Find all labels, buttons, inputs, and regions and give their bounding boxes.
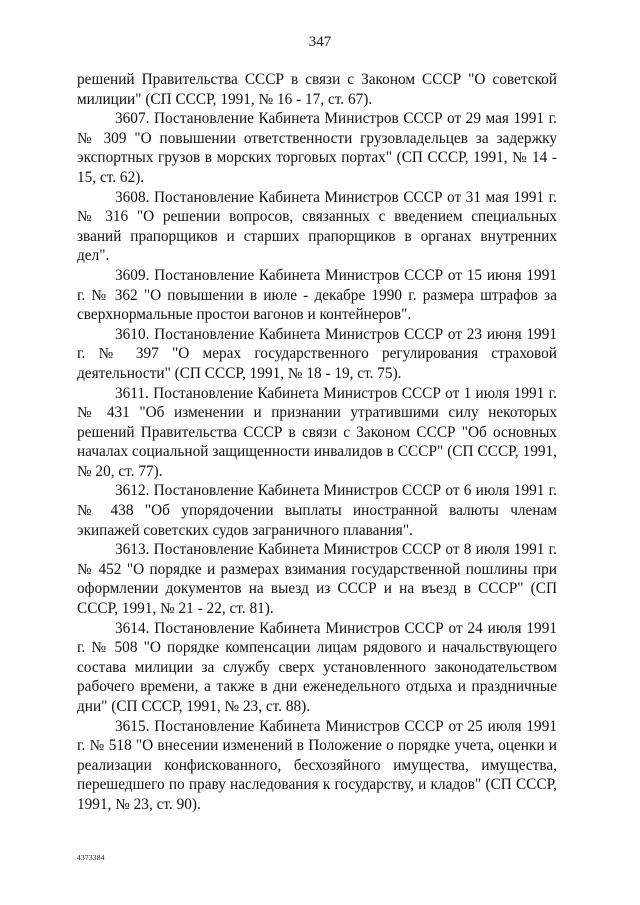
paragraph-entry-3612: 3612. Постановление Кабинета Министров СССР от 6 июля 1991 г. № 438 "Об упорядочении выплаты иностранной валюты членам экипажей советских судов заграничного плавания".	[77, 482, 557, 539]
document-body	[77, 70, 557, 815]
page-number: 347	[308, 34, 332, 50]
paragraph-entry-3613: 3613. Постановление Кабинета Министров СССР от 8 июля 1991 г. № 452 "О порядке и размерах взимания государственной пошлины при оформлении документов на выезд из СССР и на въезд в СССР" (СП СССР, 1991, № 21 - 22, ст. 81).	[77, 541, 557, 618]
paragraph-entry-3608: 3608. Постановление Кабинета Министров СССР от 31 мая 1991 г. № 316 "О решении вопросов, связанных с введением специальных званий прапорщиков и старших прапорщиков в органах внутренних дел".	[77, 188, 557, 265]
document-id: 4373384	[77, 853, 105, 862]
paragraph-entry-3609: 3609. Постановление Кабинета Министров СССР от 15 июня 1991 г. № 362 "О повышении в июле - декабре 1990 г. размера штрафов за сверхнормальные простои вагонов и контейнеров".	[77, 266, 557, 324]
paragraph-entry-3610: 3610. Постановление Кабинета Министров СССР от 23 июня 1991 г. № 397 "О мерах государственного регулирования страховой деятельности" (СП СССР, 1991, № 18 - 19, ст. 75).	[77, 325, 557, 382]
paragraph-continuation: решений Правительства СССР в связи с Законом СССР "О советской милиции" (СП СССР, 1991, № 16 - 17, ст. 67).	[77, 71, 557, 108]
paragraph-entry-3607: 3607. Постановление Кабинета Министров СССР от 29 мая 1991 г. № 309 "О повышении ответственности грузовладельцев за задержку экспортных грузов в морских торговых портах" (СП СССР, 1991, № 14 - 15, ст. 62).	[77, 110, 557, 186]
paragraph-entry-3615: 3615. Постановление Кабинета Министров СССР от 25 июля 1991 г. № 518 "О внесении изменений в Положение о порядке учета, оценки и реализации конфискованного, бесхозяйного имущества, имущества, перешедшего по праву наследования к государству, и кладов" (СП СССР, 1991, № 23, ст. 90).	[77, 717, 557, 813]
paragraph-entry-3611: 3611. Постановление Кабинета Министров СССР от 1 июля 1991 г. № 431 "Об изменении и признании утратившими силу некоторых решений Правительства СССР в связи с Законом СССР "Об основных началах социальной защищенности инвалидов в СССР" (СП СССР, 1991, № 20, ст. 77).	[77, 384, 557, 480]
paragraph-entry-3614: 3614. Постановление Кабинета Министров СССР от 24 июля 1991 г. № 508 "О порядке компенсации лицам рядового и начальствующего состава милиции за службу сверх установленного законодательством рабочего времени, а также в дни еженедельного отдыха и праздничные дни" (СП СССР, 1991, № 23, ст. 88).	[77, 619, 557, 715]
